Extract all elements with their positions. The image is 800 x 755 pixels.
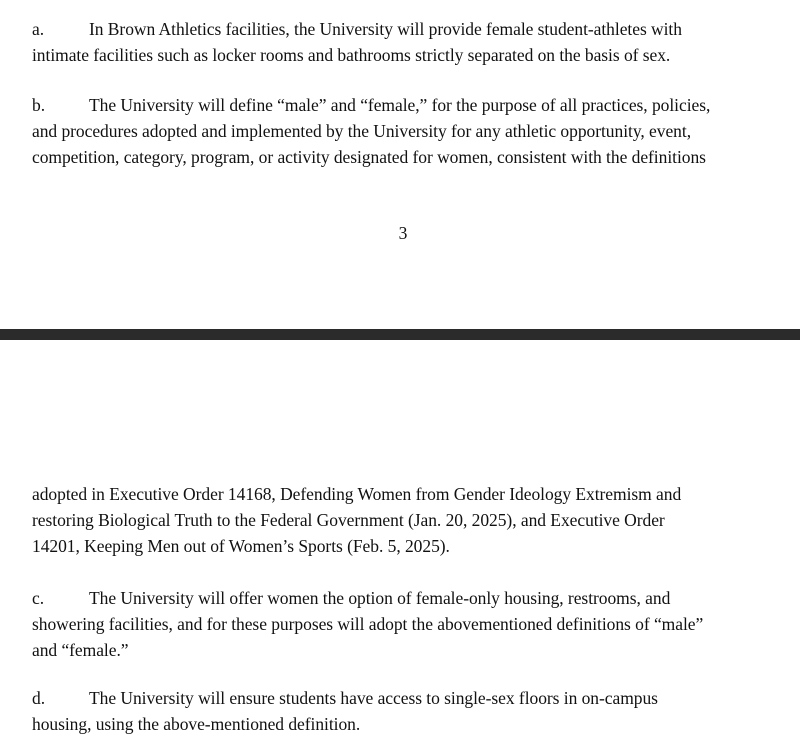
page-top: [0, 0, 800, 330]
paragraph-line: 14201, Keeping Men out of Women’s Sports (Feb. 5, 2025).: [32, 536, 450, 556]
paragraph-text: The University will ensure students have access to single-sex floors in on-campus: [89, 688, 658, 708]
paragraph-line: housing, using the above-mentioned definition.: [32, 714, 361, 734]
paragraph-line: showering facilities, and for these purposes will adopt the abovementioned definitions of “male”: [32, 614, 704, 634]
paragraph-b: [32, 92, 772, 170]
paragraph-line: [32, 585, 772, 611]
paragraph-line: [32, 685, 772, 711]
page-bottom: [0, 340, 800, 755]
paragraph-marker: d.: [32, 688, 46, 708]
paragraph-d: [32, 685, 772, 737]
paragraph-marker: a.: [32, 19, 45, 39]
paragraph-text: The University will define “male” and “female,” for the purpose of all practices, policies,: [89, 95, 711, 115]
paragraph-line: [32, 16, 772, 42]
paragraph-line: [32, 92, 772, 118]
paragraph-b-continued: [32, 481, 772, 559]
paragraph-line: and “female.”: [32, 640, 129, 660]
paragraph-line: intimate facilities such as locker rooms and bathrooms strictly separated on the basis of sex.: [32, 45, 671, 65]
paragraph-marker: b.: [32, 95, 46, 115]
paragraph-marker: c.: [32, 588, 45, 608]
paragraph-text: In Brown Athletics facilities, the University will provide female student-athletes with: [89, 19, 682, 39]
paragraph-line: and procedures adopted and implemented by the University for any athletic opportunity, event,: [32, 121, 692, 141]
page-break-divider: [0, 329, 800, 340]
paragraph-text: The University will offer women the option of female-only housing, restrooms, and: [89, 588, 671, 608]
paragraph-line: competition, category, program, or activity designated for women, consistent with the definitions: [32, 147, 706, 167]
paragraph-c: [32, 585, 772, 663]
paragraph-a: [32, 16, 772, 68]
page-number: 3: [398, 223, 408, 243]
paragraph-line: adopted in Executive Order 14168, Defending Women from Gender Ideology Extremism and: [32, 484, 682, 504]
paragraph-line: restoring Biological Truth to the Federal Government (Jan. 20, 2025), and Executive Order: [32, 510, 665, 530]
